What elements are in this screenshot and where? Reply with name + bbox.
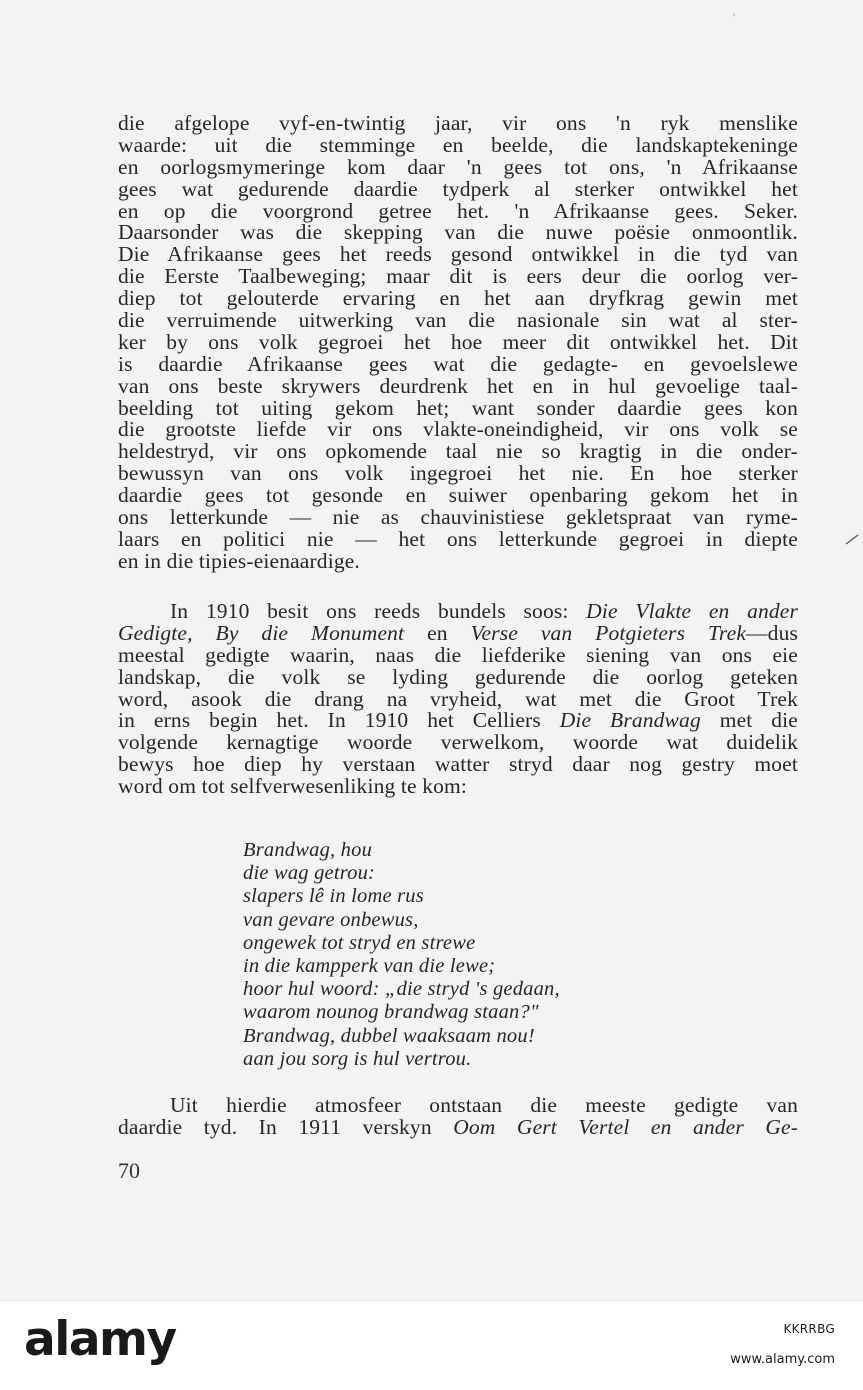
poem-line: die wag getrou:: [243, 862, 376, 885]
edge-mark: ': [733, 10, 736, 24]
text-line: diep tot gelouterde ervaring en het aan dryfkrag gewin met: [118, 286, 798, 311]
text-line: bewys hoe diep hy verstaan watter stryd daar nog gestry moet: [118, 752, 798, 777]
text-run: daardie tyd. In 1911 verskyn: [118, 1114, 454, 1139]
text-line: [118, 1114, 799, 1139]
poem-line: van gevare onbewus,: [243, 908, 419, 931]
paragraph-1: [118, 113, 798, 573]
poem-line: hoor hul woord: „die stryd 's gedaan,: [243, 978, 560, 1001]
text-line: bewussyn van ons volk ingegroei het nie. En hoe sterker: [118, 461, 798, 486]
text-line: [118, 601, 798, 623]
text-line: word, asook die drang na vryheid, wat met die Groot Trek: [118, 686, 798, 711]
footer-divider: [0, 1300, 863, 1301]
alamy-logo: alamy: [24, 1312, 176, 1367]
text-line: en op die voorgrond getree het. 'n Afrikaanse gees. Seker.: [118, 198, 798, 223]
text-line: en in die tipies-eienaardige.: [118, 548, 360, 573]
poem-line: Brandwag, hou: [243, 839, 373, 861]
text-line: Daarsonder was die skepping van die nuwe poësie onmoontlik.: [118, 220, 798, 245]
text-run: en: [404, 620, 471, 645]
poem-line: Brandwag, dubbel waaksaam nou!: [243, 1024, 535, 1047]
text-line: waarde: uit die stemminge en beelde, die landskaptekeninge: [118, 132, 798, 157]
text-line: [118, 620, 798, 645]
text-line: is daardie Afrikaanse gees wat die gedagte- en gevoelslewe: [118, 351, 798, 376]
watermark-footer: [0, 1300, 863, 1390]
book-title: Verse van Potgieters Trek: [470, 620, 747, 645]
paragraph-3: [118, 1095, 798, 1139]
text-run: —dus: [746, 620, 798, 645]
book-title: Oom Gert Vertel en ander Ge-: [453, 1114, 799, 1139]
text-line: Uit hierdie atmosfeer ontstaan die meeste gedigte van: [170, 1093, 798, 1117]
text-line: die Eerste Taalbeweging; maar dit is eers deur die oorlog ver-: [118, 264, 798, 289]
text-line: daardie gees tot gesonde en suiwer openbaring gekom het in: [118, 483, 798, 508]
text-line: heldestryd, vir ons opkomende taal nie so kragtig in die onder-: [118, 439, 798, 464]
book-title: Die Brandwag: [559, 708, 701, 733]
text-line: ker by ons volk gegroei het hoe meer dit ontwikkel het. Dit: [118, 329, 798, 354]
text-run: In 1910 besit ons reeds bundels soos:: [170, 599, 587, 623]
text-line: die afgelope vyf-en-twintig jaar, vir ons 'n ryk menslike: [118, 111, 798, 135]
text-line: en oorlogsmymeringe kom daar 'n gees tot ons, 'n Afrikaanse: [118, 154, 798, 179]
poem-line: waarom nounog brandwag staan?": [243, 1001, 539, 1024]
text-line: die grootste liefde vir ons vlakte-oneindigheid, vir ons volk se: [118, 417, 798, 442]
paragraph-2: [118, 601, 798, 798]
text-line: Die Afrikaanse gees het reeds gesond ontwikkel in die tyd van: [118, 242, 798, 267]
text-line: word om tot selfverwesenliking te kom:: [118, 774, 468, 799]
text-line: meestal gedigte waarin, naas die liefderike siening van ons eie: [118, 642, 798, 667]
page-number: 70: [118, 1158, 140, 1183]
poem: [243, 839, 560, 1071]
text-line: laars en politici nie — het ons letterkunde gegroei in diepte: [118, 526, 798, 551]
pencil-mark-icon: [845, 532, 859, 546]
text-line: die verruimende uitwerking van die nasionale sin wat al ster-: [118, 308, 798, 333]
text-line: [118, 710, 798, 732]
poem-line: in die kampperk van die lewe;: [243, 954, 496, 977]
text-run: in erns begin het. In 1910 het Celliers: [118, 708, 560, 733]
text-line: gees wat gedurende daardie tydperk al sterker ontwikkel het: [118, 176, 798, 201]
poem-line: slapers lê in lome rus: [243, 885, 424, 908]
image-id: KKRRBG: [783, 1322, 835, 1336]
text-line: volgende kernagtige woorde verwelkom, woorde wat duidelik: [118, 730, 798, 755]
poem-line: aan jou sorg is hul vertrou.: [243, 1047, 472, 1070]
site-url[interactable]: www.alamy.com: [730, 1352, 835, 1367]
text-line: landskap, die volk se lyding gedurende die oorlog geteken: [118, 664, 798, 689]
text-line: van ons beste skrywers deurdrenk het en in hul gevoelige taal-: [118, 373, 798, 398]
text-run: met die: [700, 708, 798, 733]
poem-line: ongewek tot stryd en strewe: [243, 931, 476, 954]
book-title: Die Vlakte en ander: [586, 599, 798, 623]
text-line: ons letterkunde — nie as chauvinistiese gekletspraat van ryme-: [118, 505, 798, 530]
book-title: Gedigte, By die Monument: [118, 620, 405, 645]
text-line: beelding tot uiting gekom het; want sonder daardie gees kon: [118, 395, 798, 420]
